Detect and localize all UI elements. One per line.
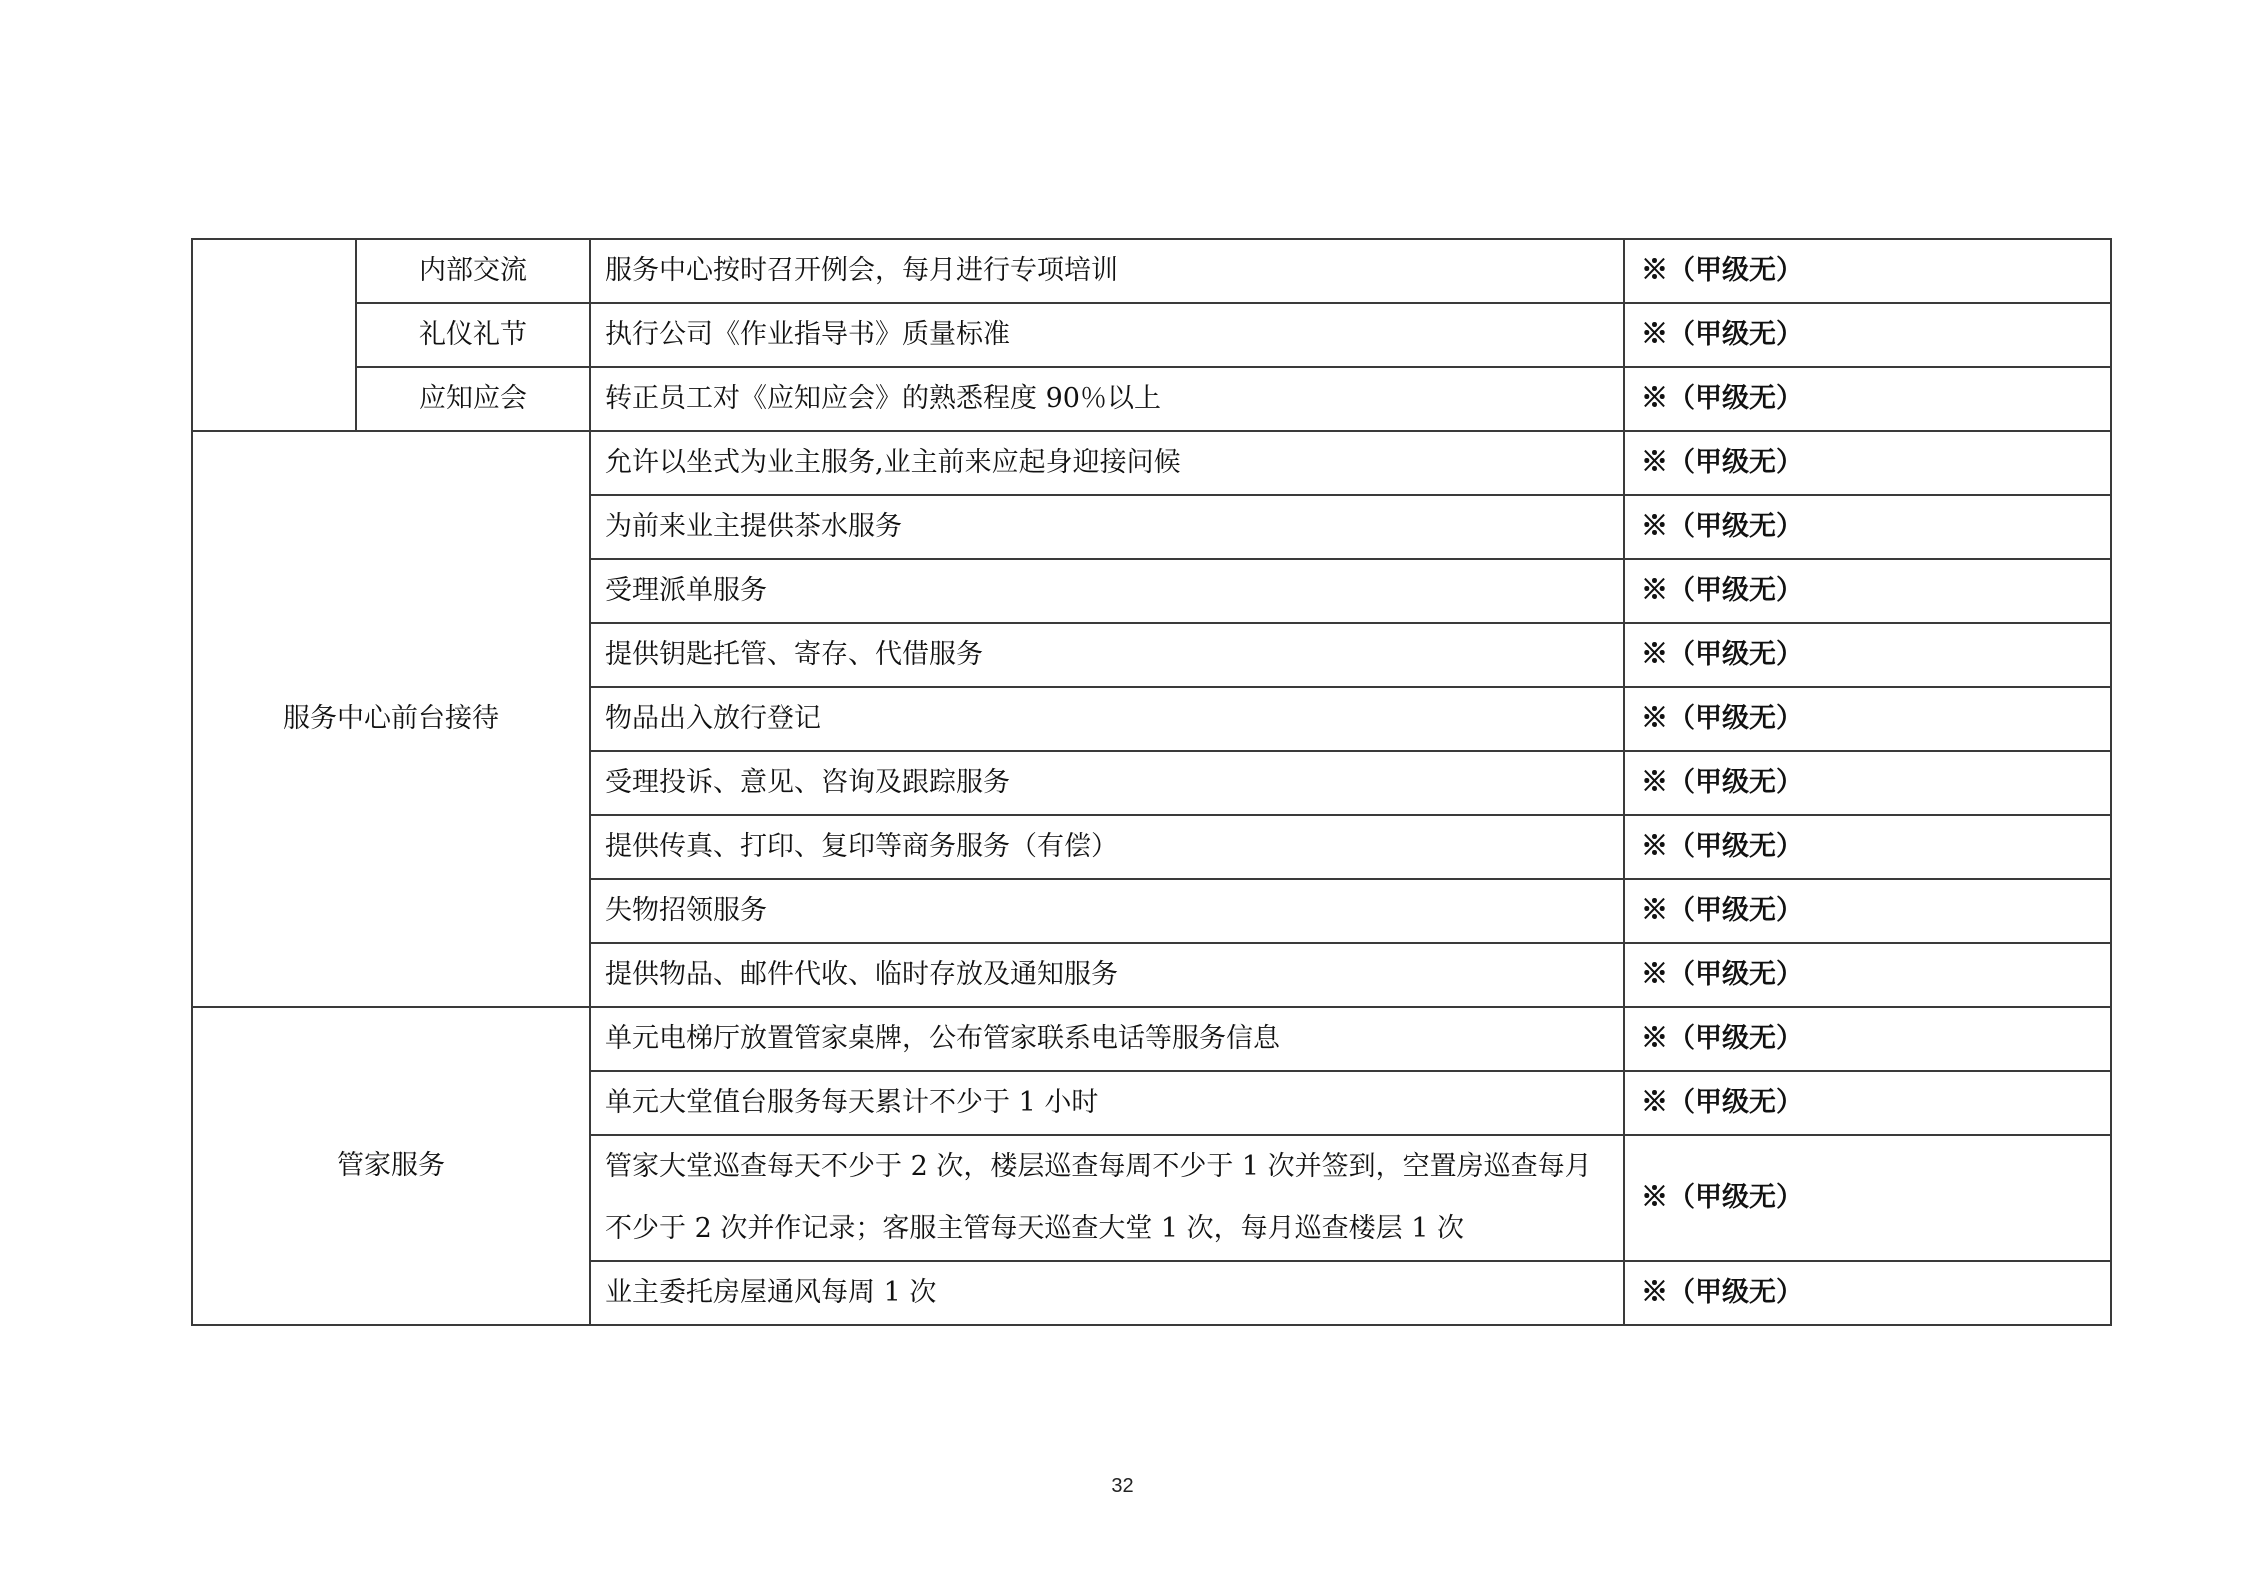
grade-mark-cell: ※（甲级无） (1624, 559, 2111, 623)
table-row (192, 239, 2111, 303)
table-row (192, 303, 2111, 367)
grade-mark-cell: ※（甲级无） (1624, 495, 2111, 559)
description-cell: 管家大堂巡查每天不少于 2 次，楼层巡查每周不少于 1 次并签到，空置房巡查每月不少于 2 次并作记录；客服主管每天巡查大堂 1 次，每月巡查楼层 1 次 (590, 1135, 1624, 1261)
grade-mark-cell: ※（甲级无） (1624, 687, 2111, 751)
category-cell-butler: 管家服务 (192, 1007, 590, 1325)
grade-mark-cell: ※（甲级无） (1624, 1007, 2111, 1071)
page-number: 32 (1111, 1475, 1134, 1497)
grade-mark-cell: ※（甲级无） (1624, 815, 2111, 879)
table-row (192, 431, 2111, 495)
category-cell-front-desk: 服务中心前台接待 (192, 431, 590, 1007)
grade-mark-cell: ※（甲级无） (1624, 431, 2111, 495)
description-cell: 提供钥匙托管、寄存、代借服务 (590, 623, 1624, 687)
subcategory-cell: 应知应会 (356, 367, 590, 431)
grade-mark-cell: ※（甲级无） (1624, 303, 2111, 367)
description-cell: 失物招领服务 (590, 879, 1624, 943)
description-cell: 服务中心按时召开例会，每月进行专项培训 (590, 239, 1624, 303)
table-row (192, 1007, 2111, 1071)
grade-mark-cell: ※（甲级无） (1624, 367, 2111, 431)
table-row (192, 367, 2111, 431)
subcategory-cell: 内部交流 (356, 239, 590, 303)
grade-mark-cell: ※（甲级无） (1624, 239, 2111, 303)
description-cell: 提供传真、打印、复印等商务服务（有偿） (590, 815, 1624, 879)
subcategory-cell: 礼仪礼节 (356, 303, 590, 367)
description-cell: 为前来业主提供茶水服务 (590, 495, 1624, 559)
description-cell: 业主委托房屋通风每周 1 次 (590, 1261, 1624, 1325)
grade-mark-cell: ※（甲级无） (1624, 751, 2111, 815)
description-cell: 物品出入放行登记 (590, 687, 1624, 751)
grade-mark-cell: ※（甲级无） (1624, 623, 2111, 687)
description-cell: 单元大堂值台服务每天累计不少于 1 小时 (590, 1071, 1624, 1135)
grade-mark-cell: ※（甲级无） (1624, 879, 2111, 943)
description-cell: 受理派单服务 (590, 559, 1624, 623)
description-cell: 提供物品、邮件代收、临时存放及通知服务 (590, 943, 1624, 1007)
grade-mark-cell: ※（甲级无） (1624, 1071, 2111, 1135)
description-cell: 允许以坐式为业主服务,业主前来应起身迎接问候 (590, 431, 1624, 495)
description-cell: 转正员工对《应知应会》的熟悉程度 90％以上 (590, 367, 1624, 431)
grade-mark-cell: ※（甲级无） (1624, 1135, 2111, 1261)
service-standard-table (191, 238, 2112, 1326)
description-cell: 执行公司《作业指导书》质量标准 (590, 303, 1624, 367)
grade-mark-cell: ※（甲级无） (1624, 1261, 2111, 1325)
category-cell-internal (192, 239, 356, 431)
description-cell: 受理投诉、意见、咨询及跟踪服务 (590, 751, 1624, 815)
description-cell: 单元电梯厅放置管家桌牌，公布管家联系电话等服务信息 (590, 1007, 1624, 1071)
grade-mark-cell: ※（甲级无） (1624, 943, 2111, 1007)
